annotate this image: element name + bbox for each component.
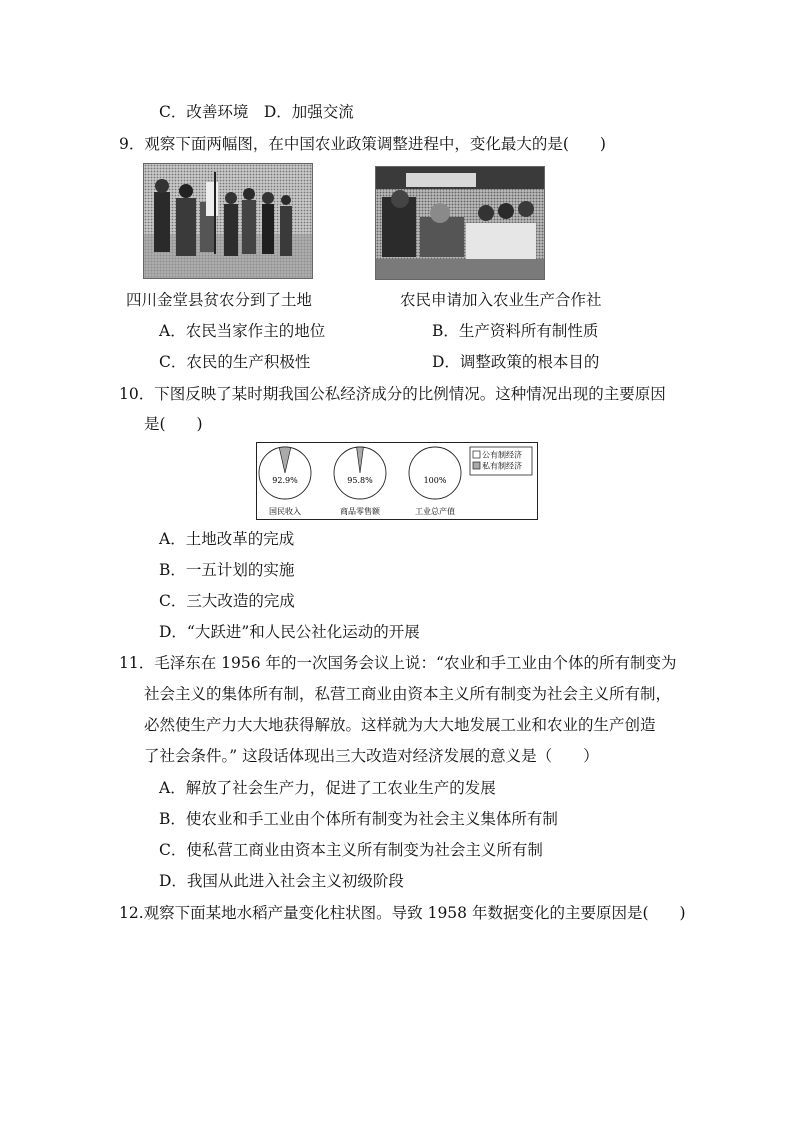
q10-pie-chart-svg [257,443,537,519]
q9-stem: 9．观察下面两幅图，在中国农业政策调整进程中，变化最大的是( ) [119,135,606,153]
cooperative-photo-image [376,167,544,279]
q10-pie-chart-figure [256,442,538,520]
pie-1-value-label: 92.9% [272,476,298,485]
q9-photo-land-reform [143,163,313,279]
q10-option-c[interactable]: C．三大改造的完成 [159,592,295,610]
q10-stem-line1: 10．下图反映了某时期我国公私经济成分的比例情况。这种情况出现的主要原因 [119,385,666,403]
q9-photo1-caption: 四川金堂县贫农分到了土地 [126,291,313,309]
q12-stem: 12.观察下面某地水稻产量变化柱状图。导致 1958 年数据变化的主要原因是( ) [119,904,686,922]
q11-stem-line4: 了社会条件。” 这段话体现出三大改造对经济发展的意义是（ ） [144,747,599,765]
q9-option-c[interactable]: C．农民的生产积极性 [159,353,311,371]
legend-swatch-public [473,451,480,458]
q9-option-a[interactable]: A．农民当家作主的地位 [159,322,326,340]
q9-photo2-caption: 农民申请加入农业生产合作社 [400,291,602,309]
legend-label-private: 私有制经济 [482,461,522,471]
q11-option-a[interactable]: A．解放了社会生产力，促进了工农业生产的发展 [159,779,496,797]
q8-options-cd: C．改善环境 D．加强交流 [159,103,354,121]
q10-stem-line2: 是( ) [144,415,203,433]
pie-2-category-label: 商品零售额 [340,507,380,516]
legend-swatch-private [473,462,480,469]
pie-legend [470,447,532,475]
q10-option-d[interactable]: D．“大跃进”和人民公社化运动的开展 [159,623,420,641]
q10-option-b[interactable]: B．一五计划的实施 [159,561,295,579]
legend-label-public: 公有制经济 [482,450,522,460]
land-reform-photo-image [144,164,312,278]
pie-3-category-label: 工业总产值 [415,507,455,516]
q11-stem-line1: 11．毛泽东在 1956 年的一次国务会议上说：“农业和手工业由个体的所有制变为 [119,654,677,672]
q10-option-a[interactable]: A．土地改革的完成 [159,530,295,548]
q11-option-c[interactable]: C．使私营工商业由资本主义所有制变为社会主义所有制 [159,841,543,859]
q11-option-d[interactable]: D．我国从此进入社会主义初级阶段 [159,872,404,890]
pie-2-value-label: 95.8% [347,476,373,485]
q9-photo-cooperative [375,166,545,280]
q11-stem-line2: 社会主义的集体所有制，私营工商业由资本主义所有制变为社会主义所有制， [144,685,672,703]
pie-1-category-label: 国民收入 [269,507,301,516]
pie-3-value-label: 100% [423,476,447,485]
pie-3-public-slice [409,447,461,499]
q9-option-b[interactable]: B．生产资料所有制性质 [432,322,599,340]
q9-option-d[interactable]: D．调整政策的根本目的 [432,353,600,371]
q11-option-b[interactable]: B．使农业和手工业由个体所有制变为社会主义集体所有制 [159,810,558,828]
q11-stem-line3: 必然使生产力大大地获得解放。这样就为大大地发展工业和农业的生产创造 [144,716,656,734]
